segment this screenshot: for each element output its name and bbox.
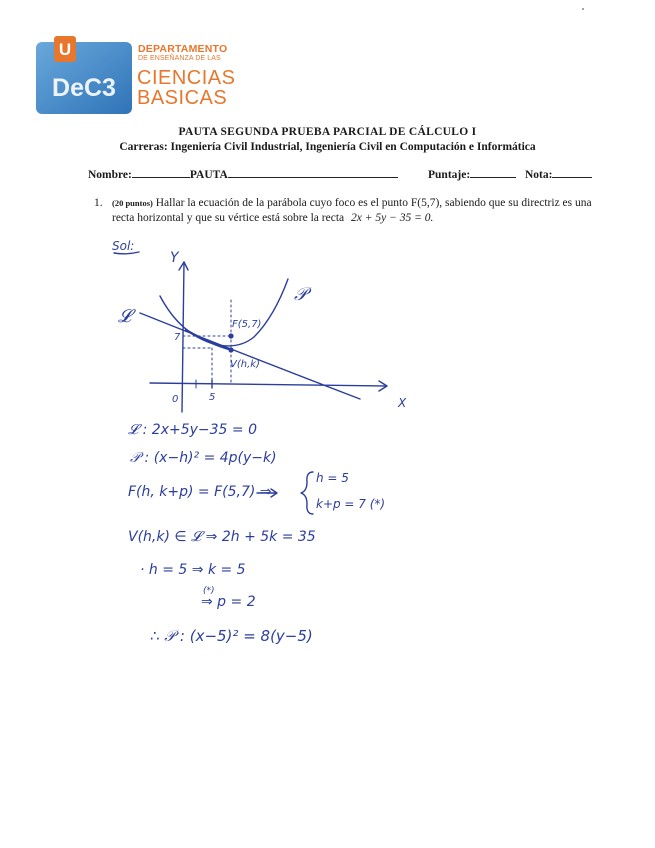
logo-monogram: DeC3 — [52, 74, 116, 102]
step-star-marker: (*) — [203, 586, 215, 596]
page-title: PAUTA SEGUNDA PRUEBA PARCIAL DE CÁLCULO I — [178, 126, 477, 138]
line-L-label: 𝓛 — [118, 306, 132, 327]
logo-word-basicas: BASICAS — [137, 87, 228, 109]
grade-label: Nota: — [525, 169, 553, 181]
x-axis-line — [150, 383, 386, 386]
vertex-label: V(h,k) — [230, 359, 260, 370]
step-vertex-on-line: V(h,k) ∈ 𝓛 ⇒ 2h + 5k = 35 — [128, 529, 316, 545]
logo-line2: DE ENSEÑANZA DE LAS — [138, 54, 221, 62]
careers-line: Carreras: Ingeniería Civil Industrial, Ingeniería Civil en Computación e Informática — [119, 141, 536, 153]
question-equation: 2x + 5y − 35 = 0. — [351, 212, 434, 224]
tick-x-label: 5 — [209, 392, 216, 403]
focus-label: F(5,7) — [232, 319, 262, 330]
logo-emblem-letter: U — [58, 40, 72, 59]
name-value: PAUTA — [189, 169, 228, 181]
origin-label: 0 — [172, 394, 179, 405]
tick-y-label: 7 — [174, 332, 181, 343]
question-points: (20 puntos) — [112, 198, 153, 208]
question-text: Hallar la ecuación de la parábola cuyo foco es el punto F(5,7), sabiendo que su directriz es una recta horizontal y que su vértice está sobre la recta — [112, 197, 592, 224]
step-p-value: ⇒ p = 2 — [201, 594, 256, 610]
logo-word-ciencias: CIENCIAS — [137, 67, 236, 89]
step-line-equation: 𝓛 : 2x+5y−35 = 0 — [128, 422, 257, 438]
step-h-equals: h = 5 — [316, 471, 349, 485]
focus-point — [228, 333, 233, 338]
vertex-point — [228, 347, 233, 352]
system-brace — [301, 472, 313, 514]
step-parabola-form: 𝒫 : (x−h)² = 4p(y−k) — [130, 450, 277, 466]
handwritten-text — [112, 239, 407, 645]
step-k-plus-p: k+p = 7 (*) — [316, 497, 386, 511]
sol-label: Sol: — [112, 239, 135, 253]
step-k-value: · h = 5 ⇒ k = 5 — [140, 562, 246, 578]
y-axis-line — [182, 262, 184, 412]
score-label: Puntaje: — [428, 169, 471, 181]
y-axis-label: Y — [170, 250, 179, 266]
step-focus: F(h, k+p) = F(5,7) ⇒ — [128, 484, 272, 500]
parabola-label: 𝒫 — [294, 284, 307, 305]
final-answer: ∴ 𝒫 : (x−5)² = 8(y−5) — [150, 627, 313, 645]
question-number: 1. — [94, 197, 103, 209]
logo-line1: DEPARTAMENTO — [138, 43, 228, 55]
x-axis-label: X — [398, 396, 407, 410]
name-label: Nombre: — [88, 169, 132, 181]
